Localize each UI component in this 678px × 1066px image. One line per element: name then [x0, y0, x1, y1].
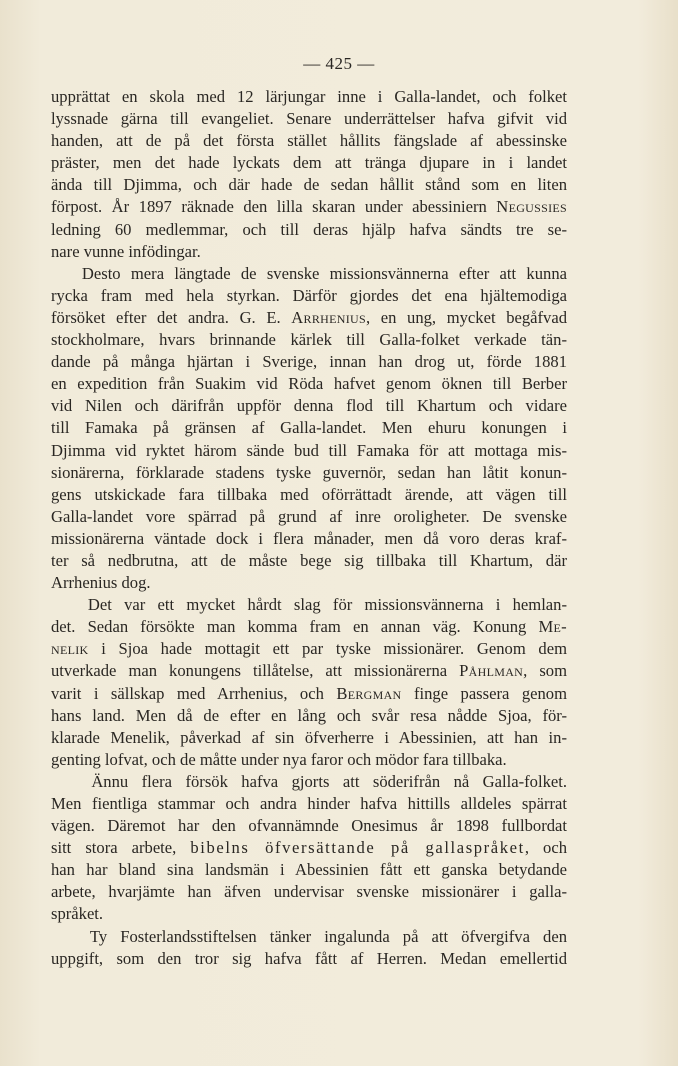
text-line	[51, 683, 567, 705]
text-line	[51, 881, 567, 903]
text-line-content: präster, men det hade lyckats dem att tränga djupare in i landet	[51, 153, 567, 173]
text-line-content: upprättat en skola med 12 lärjungar inne i Galla-landet, och folket	[51, 87, 567, 106]
text-line-content: utverkade man konungens tillåtelse, att missionärerna	[51, 661, 460, 681]
text-line	[51, 174, 567, 196]
text-line	[51, 395, 567, 417]
text-line	[51, 307, 567, 329]
small-caps-name: Påhlman	[459, 661, 524, 681]
text-line-content: vid Nilen och därifrån uppför denna flod till Khartum och vidare	[51, 396, 567, 416]
text-line	[51, 329, 567, 351]
text-line	[51, 351, 567, 373]
text-line	[51, 771, 567, 793]
text-line-content: ledning 60 medlemmar, och till deras hjälp hafva sändts tre se-	[51, 219, 567, 239]
text-line-content: Djimma vid ryktet härom sände bud till Famaka för att mottaga mis-	[51, 440, 567, 460]
text-line-content: ter så nedbrutna, att de måste bege sig tillbaka till Khartum, där	[51, 550, 567, 570]
text-line-content: Arrhenius dog.	[51, 573, 151, 593]
text-line-content: rycka fram med hela styrkan. Därför gjordes det ena hjältemodiga	[51, 285, 567, 305]
text-line	[51, 837, 567, 859]
text-line	[51, 638, 567, 660]
text-line-content: hans land. Men då de efter en lång och svår resa nådde Sjoa, för-	[51, 705, 567, 725]
text-line-content: en expedition från Suakim vid Röda hafvet genom öknen till Berber	[51, 374, 567, 394]
text-line	[51, 86, 567, 108]
text-line-content: förpost. År 1897 räknade den lilla skaran under abessiniern	[51, 197, 497, 217]
text-line-content: Ty Fosterlandsstiftelsen tänker ingalunda på att öfvergifva den	[51, 926, 567, 946]
text-line	[51, 572, 567, 594]
text-line	[51, 462, 567, 484]
text-line-tail: finge passera genom	[401, 683, 567, 703]
text-line-content: genting lofvat, och de måtte under nya faror och mödor fara tillbaka.	[51, 749, 507, 769]
text-line-content: det. Sedan försökte man komma fram en annan väg. Konung	[51, 617, 539, 637]
text-line	[51, 705, 567, 727]
text-line	[51, 219, 567, 241]
small-caps-name: Bergman	[336, 683, 402, 703]
text-line	[51, 815, 567, 837]
text-line-content: ända till Djimma, och där hade de sedan hållit stånd som en liten	[51, 175, 567, 195]
text-line-content: uppgift, som den tror sig hafva fått af Herren. Medan emellertid	[51, 948, 567, 968]
text-line-content: lyssnade gärna till evangeliet. Senare underrättelser hafva gifvit vid	[51, 109, 567, 129]
text-line	[51, 373, 567, 395]
page-number: — 425 —	[303, 54, 375, 73]
body-text	[51, 86, 567, 970]
text-line	[51, 793, 567, 815]
text-line-content: språket.	[51, 904, 104, 924]
text-line-content: klarade Menelik, påverkad af sin öfverherre i Abessinien, att han in-	[51, 727, 567, 747]
text-line-content: vägen. Däremot har den ofvannämnde Onesimus år 1898 fullbordat	[51, 816, 567, 836]
text-line-tail: i Sjoa hade mottagit ett par tyske missionärer. Genom dem	[88, 639, 567, 659]
text-line-content: dande på många hjärtan i Sverige, innan han drog ut, förde 1881	[51, 352, 567, 372]
text-line-content: Det var ett mycket hårdt slag för missionsvännerna i hemlan-	[51, 595, 567, 615]
text-line	[51, 528, 567, 550]
text-line	[51, 285, 567, 307]
text-line-content: Desto mera längtade de svenske missionsvännerna efter att kunna	[51, 263, 567, 283]
text-block	[51, 86, 567, 970]
text-line-content: försöket efter det andra. G. E.	[51, 307, 292, 327]
text-line-content: handen, att de på det första stället hållits fängslade af abessinske	[51, 131, 567, 151]
text-line-content: missionärerna väntade dock i flera månader, men då voro deras kraf-	[51, 528, 567, 548]
text-line-content: Men fientliga stammar och andra hinder hafva hittills alldeles spärrat	[51, 794, 567, 813]
text-line	[51, 108, 567, 130]
text-line	[51, 926, 567, 948]
text-line-content: varit i sällskap med Arrhenius, och	[51, 683, 337, 703]
text-line	[51, 440, 567, 462]
text-line	[51, 241, 567, 263]
text-line	[51, 152, 567, 174]
text-line	[51, 130, 567, 152]
text-line-tail: , en ung, mycket begåfvad	[365, 307, 567, 327]
text-line	[51, 196, 567, 218]
text-line	[51, 550, 567, 572]
text-line	[51, 859, 567, 881]
small-caps-name: Me-	[538, 617, 567, 637]
text-line	[51, 903, 567, 925]
text-line	[51, 660, 567, 682]
text-line	[51, 484, 567, 506]
text-line-content: stockholmare, hvars brinnande kärlek till Galla-folket verkade tän-	[51, 330, 567, 350]
small-caps-name: Arrhenius	[291, 307, 366, 327]
text-line-content: gens utskickade fara tillbaka med oförrättadt ärende, att vägen till	[51, 484, 567, 504]
text-line	[51, 749, 567, 771]
text-line-content: han har bland sina landsmän i Abessinien fått ett ganska betydande	[51, 860, 567, 880]
text-line-content: till Famaka på gränsen af Galla-landet. Men ehuru konungen i	[51, 418, 567, 438]
small-caps-name: Negussies	[496, 197, 567, 217]
text-line	[51, 727, 567, 749]
text-line-content: Ännu flera försök hafva gjorts att söderifrån nå Galla-folket.	[51, 771, 567, 791]
small-caps-name: nelik	[51, 639, 89, 659]
text-line-content: arbete, hvarjämte han äfven undervisar svenske missionärer i galla-	[51, 882, 567, 902]
spaced-emphasis: bibelns öfversättande på gallaspråket	[190, 838, 525, 858]
text-line-tail: , som	[523, 661, 567, 681]
text-line	[51, 506, 567, 528]
text-line-content: sionärerna, förklarade stadens tyske guvernör, sedan han låtit konun-	[51, 462, 567, 482]
text-line-content: sitt stora arbete,	[51, 838, 191, 858]
text-line	[51, 616, 567, 638]
text-line-tail: , och	[524, 838, 567, 858]
text-line-content: Galla-landet vore spärrad på grund af inre oroligheter. De svenske	[51, 506, 567, 526]
text-line	[51, 417, 567, 439]
text-line-content: nare vunne infödingar.	[51, 241, 201, 261]
text-line	[51, 948, 567, 970]
text-line	[51, 263, 567, 285]
text-line	[51, 594, 567, 616]
